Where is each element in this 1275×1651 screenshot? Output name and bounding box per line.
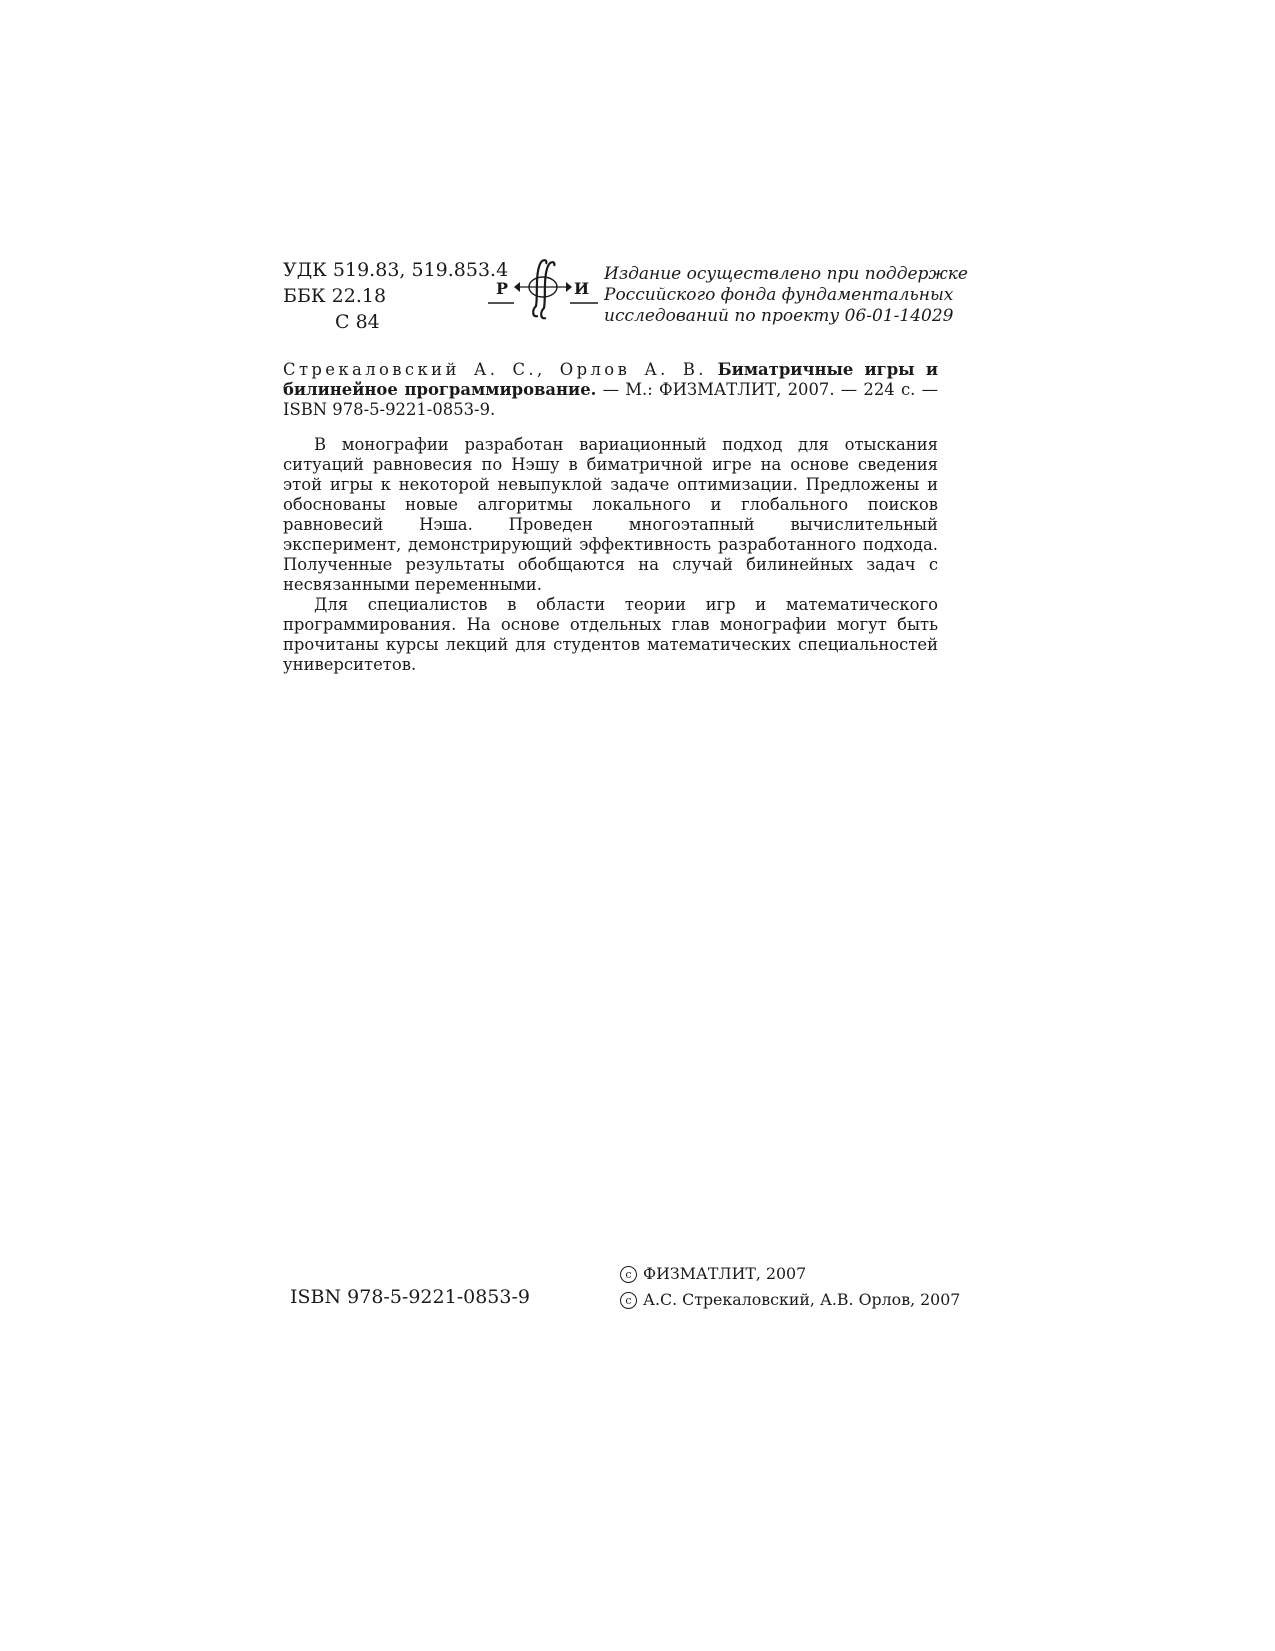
- udk-code: УДК 519.83, 519.853.4: [283, 259, 509, 281]
- classification-block: [283, 257, 508, 335]
- isbn: ISBN 978-5-9221-0853-9: [290, 1286, 530, 1308]
- logo-letter-left: Р: [496, 279, 509, 298]
- bibliographic-citation: [283, 360, 938, 420]
- support-line: Российского фонда фундаментальных: [604, 285, 954, 305]
- abstract-paragraph: Для специалистов в области теории игр и математического программирования. На основе отдельных глав монографии могут быть прочитаны курсы лекций для студентов математических специальностей университетов.: [283, 595, 938, 674]
- copyright-icon: c: [620, 1292, 637, 1309]
- support-line: исследований по проекту 06-01-14029: [604, 306, 954, 326]
- copyright-icon: c: [620, 1266, 637, 1283]
- support-line: Издание осуществлено при поддержке: [604, 264, 968, 284]
- citation-authors: Стрекаловский А. С., Орлов А. В.: [283, 360, 707, 379]
- copyright-text: ФИЗМАТЛИТ, 2007: [643, 1264, 807, 1283]
- abstract: [283, 435, 938, 675]
- bbk-code: ББК 22.18: [283, 285, 387, 307]
- rffi-logo-icon: [488, 256, 598, 326]
- abstract-paragraph: В монографии разработан вариационный подход для отыскания ситуаций равновесия по Нэшу в биматричной игре на основе сведения этой игры к некоторой невыпуклой задаче оптимизации. Предложены и обоснованы новые алгоритмы локального и глобального поисков равновесий Нэша. Проведен многоэтапный вычислительный эксперимент, демонстрирующий эффективность разработанного подхода. Полученные результаты обобщаются на случай билинейных задач с несвязанными переменными.: [283, 435, 938, 594]
- support-note: [604, 264, 968, 327]
- copyright-block: [620, 1261, 961, 1313]
- author-sign-code: С 84: [335, 311, 380, 333]
- logo-letter-right: И: [574, 279, 590, 298]
- citation-title: Биматричные игры и билинейное программирование.: [283, 360, 938, 399]
- citation-publication-info: — М.: ФИЗМАТЛИТ, 2007. — 224 с. — ISBN 978-5-9221-0853-9.: [283, 380, 938, 419]
- copyright-line: [620, 1287, 961, 1313]
- copyright-line: [620, 1261, 940, 1287]
- copyright-text: А.С. Стрекаловский, А.В. Орлов, 2007: [643, 1290, 961, 1309]
